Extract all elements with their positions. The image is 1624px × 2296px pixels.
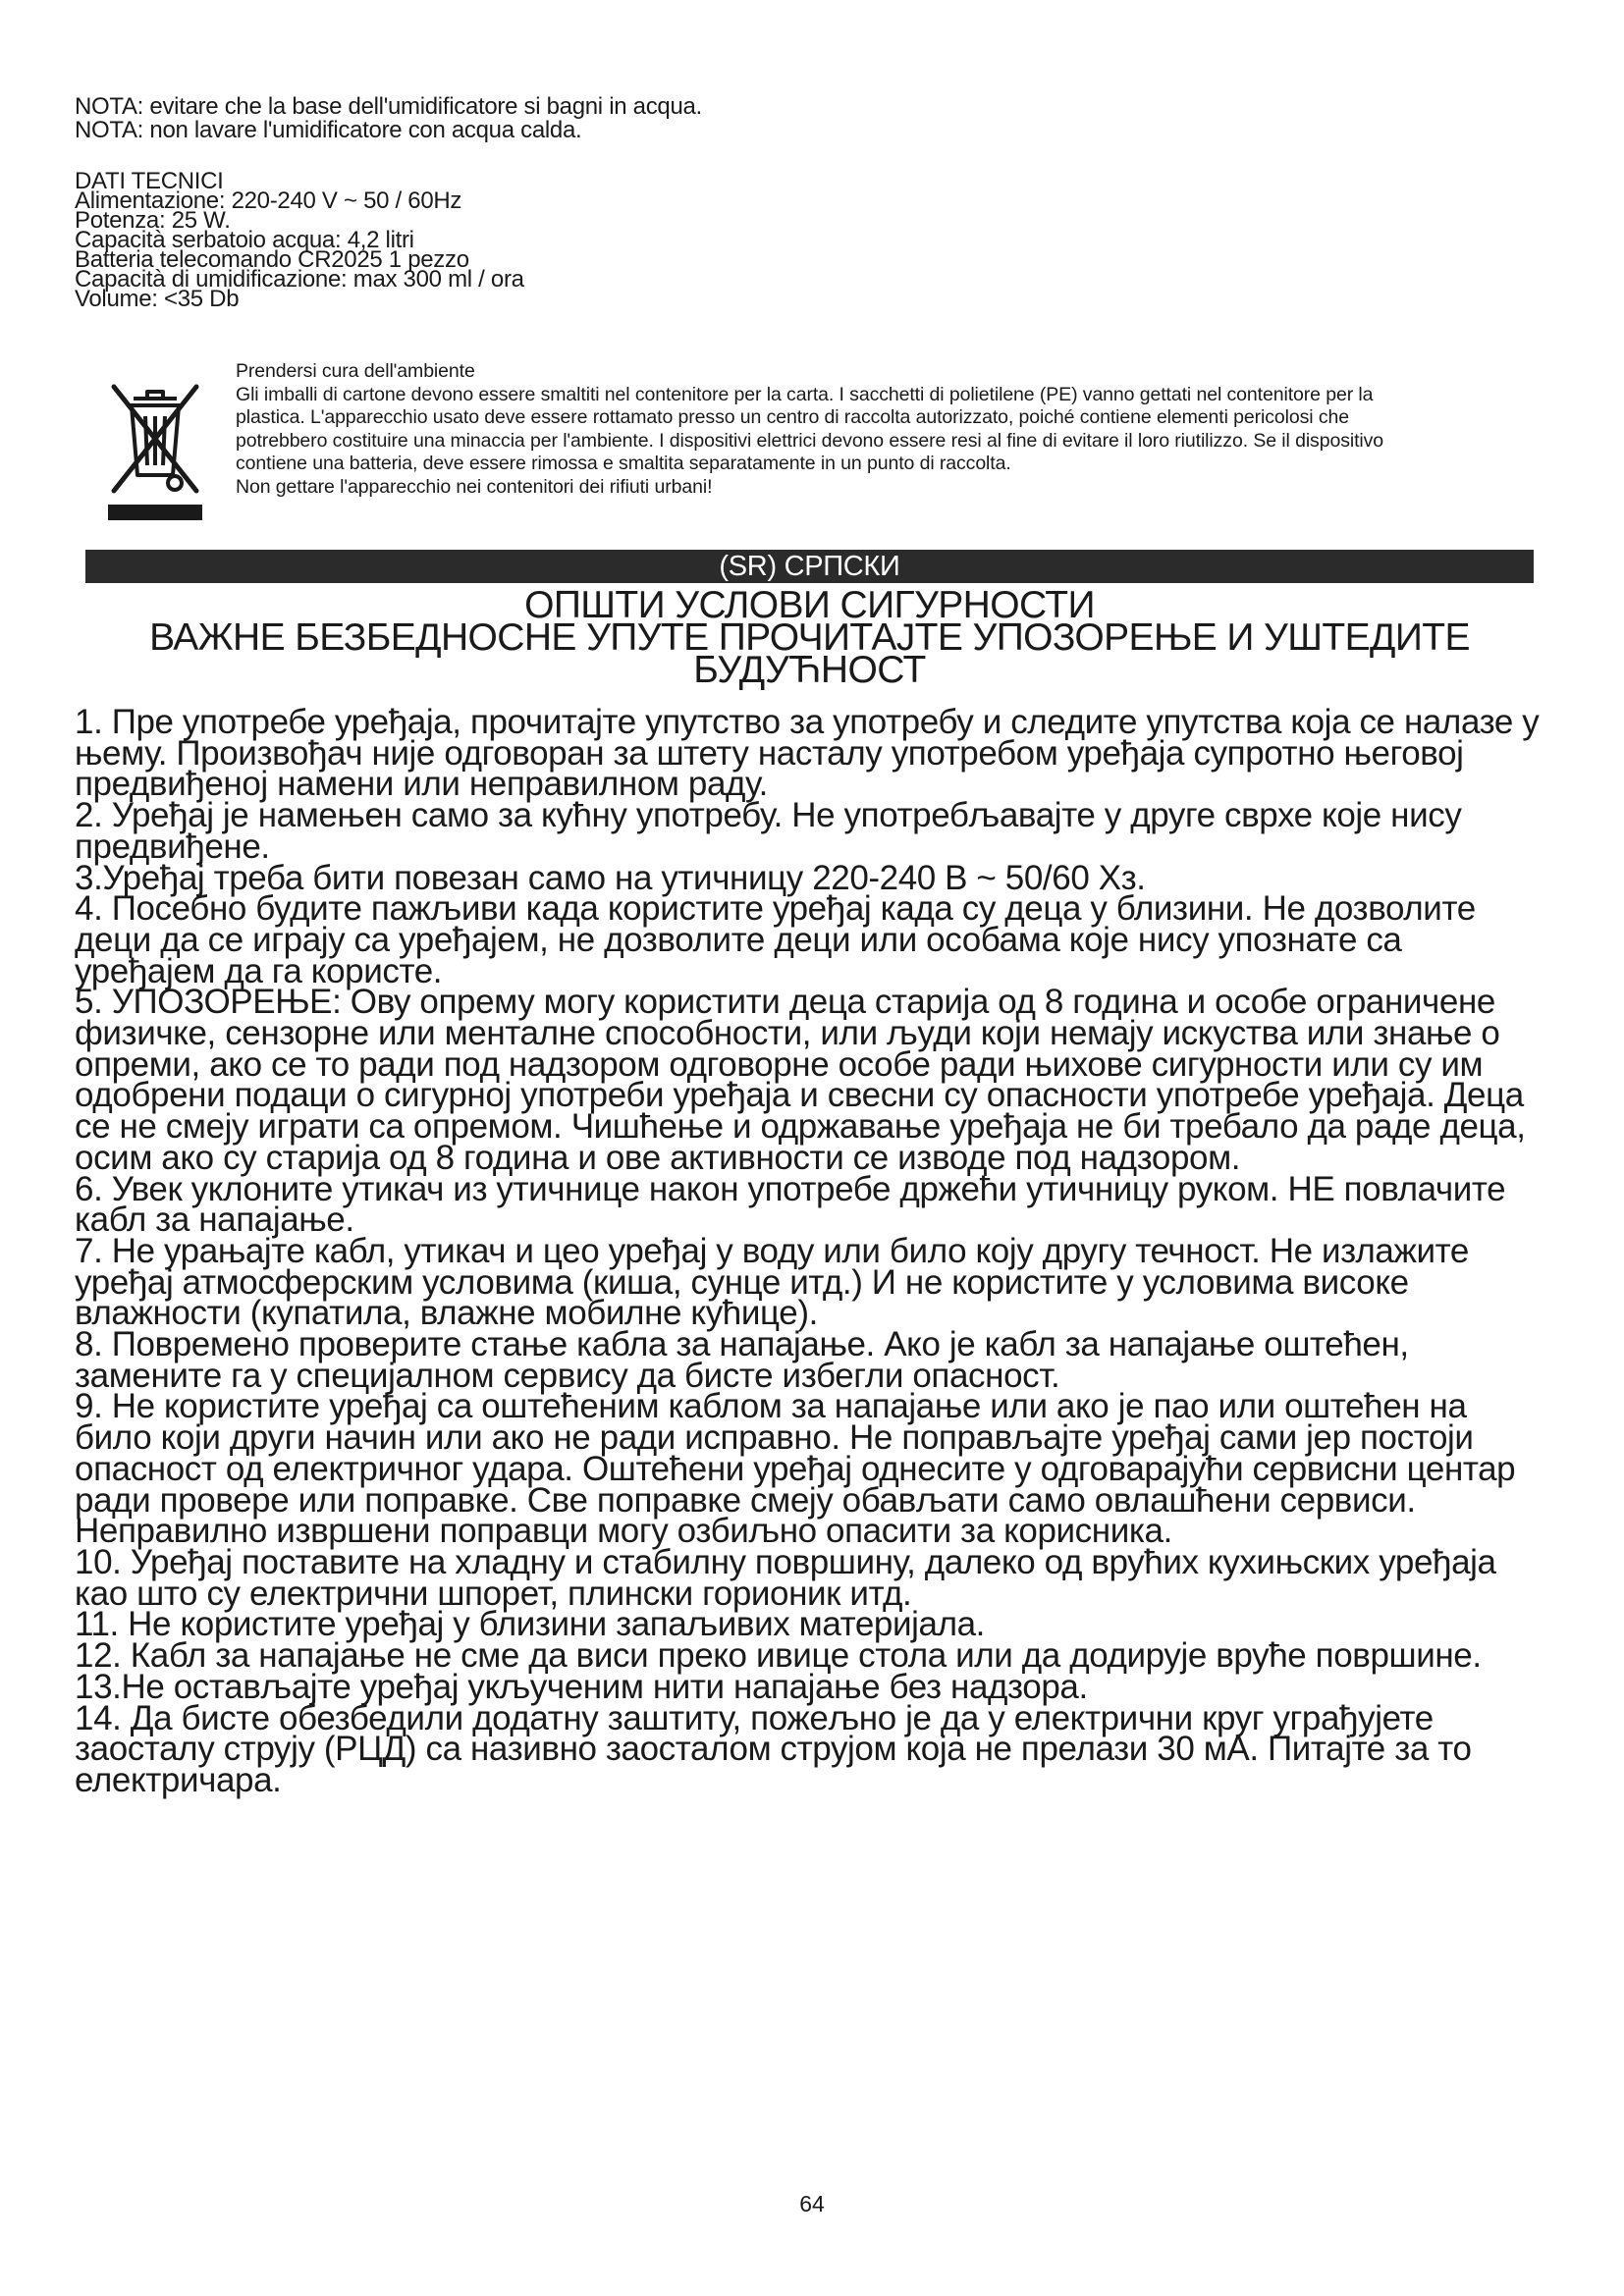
rule-item: 4. Посебно будите пажљиви када користите уређај када су деца у близини. Не дозволите деци да се играју са уређајем, не дозволите деци или особама које нису упознате са уређајем да га користе. xyxy=(75,889,1476,990)
environment-line: plastica. L'apparecchio usato deve essere rottamato presso un centro di raccolta autorizzato, poiché contiene elementi pericolosi che xyxy=(236,406,1349,428)
section-subheading: ВАЖНЕ БЕЗБЕДНОСНЕ УПУТЕ ПРОЧИТАЈТЕ УПОЗОРЕЊЕ И УШТЕДИТЕ xyxy=(149,616,1470,659)
technical-data xyxy=(75,168,1547,312)
notes xyxy=(75,95,1547,142)
note-line: NOTA: non lavare l'umidificatore con acqua calda. xyxy=(75,117,582,143)
rule-item: 2. Уређај је намењен само за кућну употребу. Не употребљавајте у друге сврхе које нису предвиђене. xyxy=(75,796,1462,866)
safety-rules xyxy=(75,703,1547,1799)
rule-item: 12. Кабл за напајање не сме да виси преко ивице стола или да додирује вруће површине. xyxy=(75,1636,1482,1676)
note-line: NOTA: evitare che la base dell'umidificatore si bagni in acqua. xyxy=(75,93,702,120)
technical-data-line: Potenza: 25 W. xyxy=(75,207,231,234)
technical-data-line: Capacità serbatoio acqua: 4,2 litri xyxy=(75,227,414,253)
section-subheading: БУДУЋНОСТ xyxy=(693,649,926,691)
weee-crossed-bin-icon xyxy=(104,377,206,522)
rule-item: 11. Не користите уређај у близини запаљивих материјала. xyxy=(75,1605,985,1644)
technical-data-line: Capacità di umidificazione: max 300 ml / ora xyxy=(75,266,524,293)
rule-item: 8. Повремено проверите стање кабла за напајање. Ако је кабл за напајање оштећен, замените га у специјалном сервису да бисте избегли опасност. xyxy=(75,1325,1409,1395)
environment-notice xyxy=(236,360,1542,499)
environment-line: potrebbero costituire una minaccia per l'ambiente. I dispositivi elettrici devono essere resi al fine di evitare il loro riutilizzo. Se il dispositivo xyxy=(236,429,1384,452)
rule-item: 10. Уређај поставите на хладну и стабилну површину, далеко од врућих кухињских уређаја као што су електрични шпорет, плински горионик итд. xyxy=(75,1542,1496,1613)
technical-data-title: DATI TECNICI xyxy=(75,168,224,194)
page-number: 64 xyxy=(799,2191,825,2216)
rule-item: 5. УПОЗОРЕЊЕ: Ову опрему могу користити деца старија од 8 година и особе ограничене физичке, сензорне или менталне способности, или људи који немају искуства или знање о опреми, ако се то ради под надзором одговорне особе ради њихове сигурности или су им одобрени подаци о сигурној употреби уређаја и свесни су опасности употребе уређаја. Деца се не смеју играти са опремом. Чишћење и одржавање уређаја не би требало да раде деца, осим ако су старија од 8 година и ове активности се изводе под надзором. xyxy=(75,983,1526,1177)
rule-item: 7. Не урањајте кабл, утикач и цео уређај у воду или било коју другу течност. Не излажите уређај атмосферским условима (киша, сунце итд.) И не користите у условима високе влажности (купатила, влажне мобилне кућице). xyxy=(75,1231,1469,1333)
rule-item: 3.Уређај треба бити повезан само на утичницу 220-240 В ~ 50/60 Хз. xyxy=(75,858,1146,897)
section-heading: ОПШТИ УСЛОВИ СИГУРНОСТИ xyxy=(524,584,1095,626)
safety-headings xyxy=(85,584,1534,691)
language-section-bar: (SR) СРПСКИ xyxy=(85,550,1534,583)
technical-data-line: Alimentazione: 220-240 V ~ 50 / 60Hz xyxy=(75,187,462,214)
environment-line: Non gettare l'apparecchio nei contenitori dei rifiuti urbani! xyxy=(236,475,713,498)
technical-data-line: Batteria telecomando CR2025 1 pezzo xyxy=(75,246,469,273)
rule-item: 13.Не остављајте уређај укљученим нити напајање без надзора. xyxy=(75,1667,1088,1706)
environment-line: Gli imballi di cartone devono essere smaltiti nel contenitore per la carta. I sacchetti di polietilene (PE) vanno gettati nel contenitore per la xyxy=(236,383,1374,405)
technical-data-line: Volume: <35 Db xyxy=(75,286,240,312)
rule-item: 1. Пре употребе уређаја, прочитајте упутство за употребу и следите упутства која се налазе у њему. Произвођач није одговоран за штету насталу употребом уређаја супротно његовој предвиђеној намени или неправилном раду. xyxy=(75,703,1540,804)
rule-item: 6. Увек уклоните утикач из утичнице након употребе држећи утичницу руком. НЕ повлачите кабл за напајање. xyxy=(75,1169,1506,1240)
environment-line: Prendersi cura dell'ambiente xyxy=(236,360,475,382)
rule-item: 14. Да бисте обезбедили додатну заштиту, пожељно је да у електрични круг уграђујете заосталу струју (РЦД) са називно заосталом струјом која не прелази 30 мА. Питајте за то електричара. xyxy=(75,1698,1472,1799)
rule-item: 9. Не користите уређај са оштећеним каблом за напајање или ако је пао или оштећен на било који други начин или ако не ради исправно. Не поправљајте уређај сами јер постоји опасност од електричног удара. Оштећени уређај однесите у одговарајући сервисни центар ради провере или поправке. Све поправке смеју обављати само овлашћени сервиси. Неправилно извршени поправци могу озбиљно опасити за корисника. xyxy=(75,1387,1516,1551)
environment-line: contiene una batteria, deve essere rimossa e smaltita separatamente in un punto di raccolta. xyxy=(236,453,1011,474)
